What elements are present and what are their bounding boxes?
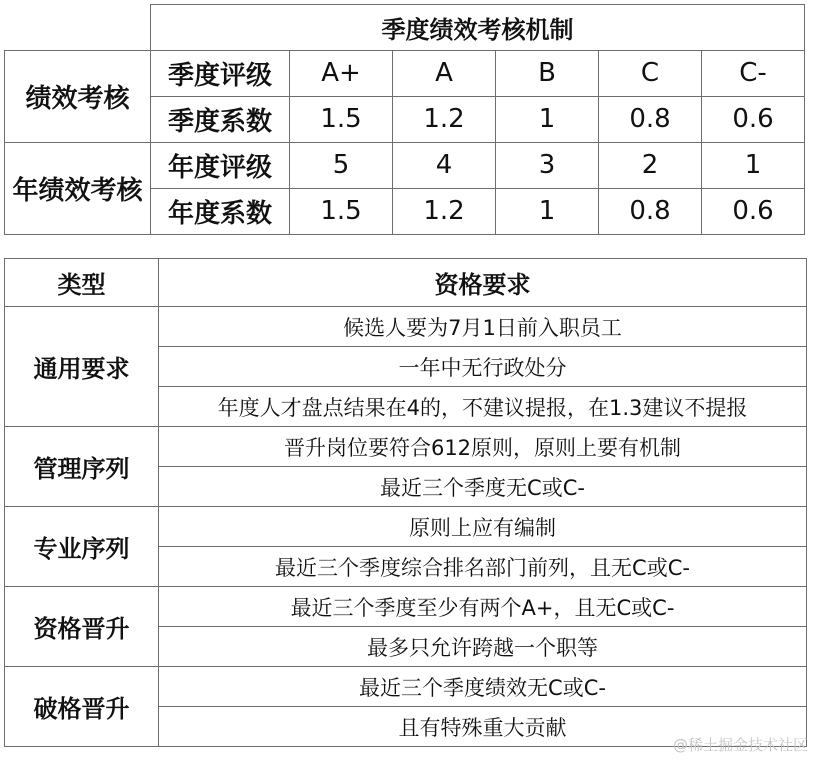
table-cell: 0.6: [702, 188, 805, 234]
table-cell: 1.5: [290, 188, 393, 234]
header-requirements: 资格要求: [159, 259, 807, 307]
table-cell: 1: [496, 96, 599, 142]
requirement-cell: 候选人要为7月1日前入职员工: [159, 307, 807, 347]
category-qualification-promotion: 资格晋升: [5, 587, 159, 667]
table-cell: 1: [702, 142, 805, 188]
quarterly-coef-label: 季度系数: [151, 96, 290, 142]
table-cell: A+: [290, 50, 393, 96]
quarterly-grade-label: 季度评级: [151, 50, 290, 96]
requirement-cell: 最多只允许跨越一个职等: [159, 627, 807, 667]
requirement-cell: 一年中无行政处分: [159, 347, 807, 387]
annual-grade-label: 年度评级: [151, 142, 290, 188]
category-exceptional-promotion: 破格晋升: [5, 667, 159, 747]
table-cell: 1.5: [290, 96, 393, 142]
table-cell: 1.2: [393, 96, 496, 142]
requirement-cell: 晋升岗位要符合612原则，原则上要有机制: [159, 427, 807, 467]
category-general: 通用要求: [5, 307, 159, 427]
annual-coef-label: 年度系数: [151, 188, 290, 234]
table-cell: 4: [393, 142, 496, 188]
table-cell: 2: [599, 142, 702, 188]
table-cell: C-: [702, 50, 805, 96]
category-professional: 专业序列: [5, 507, 159, 587]
table-cell: 3: [496, 142, 599, 188]
table-cell: 1.2: [393, 188, 496, 234]
table-cell: B: [496, 50, 599, 96]
requirement-cell: 且有特殊重大贡献: [159, 707, 807, 747]
qualification-table: [4, 258, 807, 747]
requirement-cell: 最近三个季度综合排名部门前列，且无C或C-: [159, 547, 807, 587]
table-cell: 1: [496, 188, 599, 234]
requirement-cell: 最近三个季度绩效无C或C-: [159, 667, 807, 707]
quarterly-section-label: 绩效考核: [5, 50, 151, 142]
table-cell: A: [393, 50, 496, 96]
table-cell: 5: [290, 142, 393, 188]
category-management: 管理序列: [5, 427, 159, 507]
performance-table: [4, 4, 805, 235]
requirement-cell: 最近三个季度至少有两个A+，且无C或C-: [159, 587, 807, 627]
table-cell: 0.8: [599, 188, 702, 234]
watermark: @稀土掘金技术社区: [672, 736, 808, 754]
requirement-cell: 原则上应有编制: [159, 507, 807, 547]
table-cell: 0.8: [599, 96, 702, 142]
performance-table-title: 季度绩效考核机制: [151, 5, 805, 51]
header-type: 类型: [5, 259, 159, 307]
table-cell: 0.6: [702, 96, 805, 142]
requirement-cell: 年度人才盘点结果在4的，不建议提报，在1.3建议不提报: [159, 387, 807, 427]
table-cell: C: [599, 50, 702, 96]
annual-section-label: 年绩效考核: [5, 142, 151, 234]
table-corner: [5, 5, 151, 51]
requirement-cell: 最近三个季度无C或C-: [159, 467, 807, 507]
